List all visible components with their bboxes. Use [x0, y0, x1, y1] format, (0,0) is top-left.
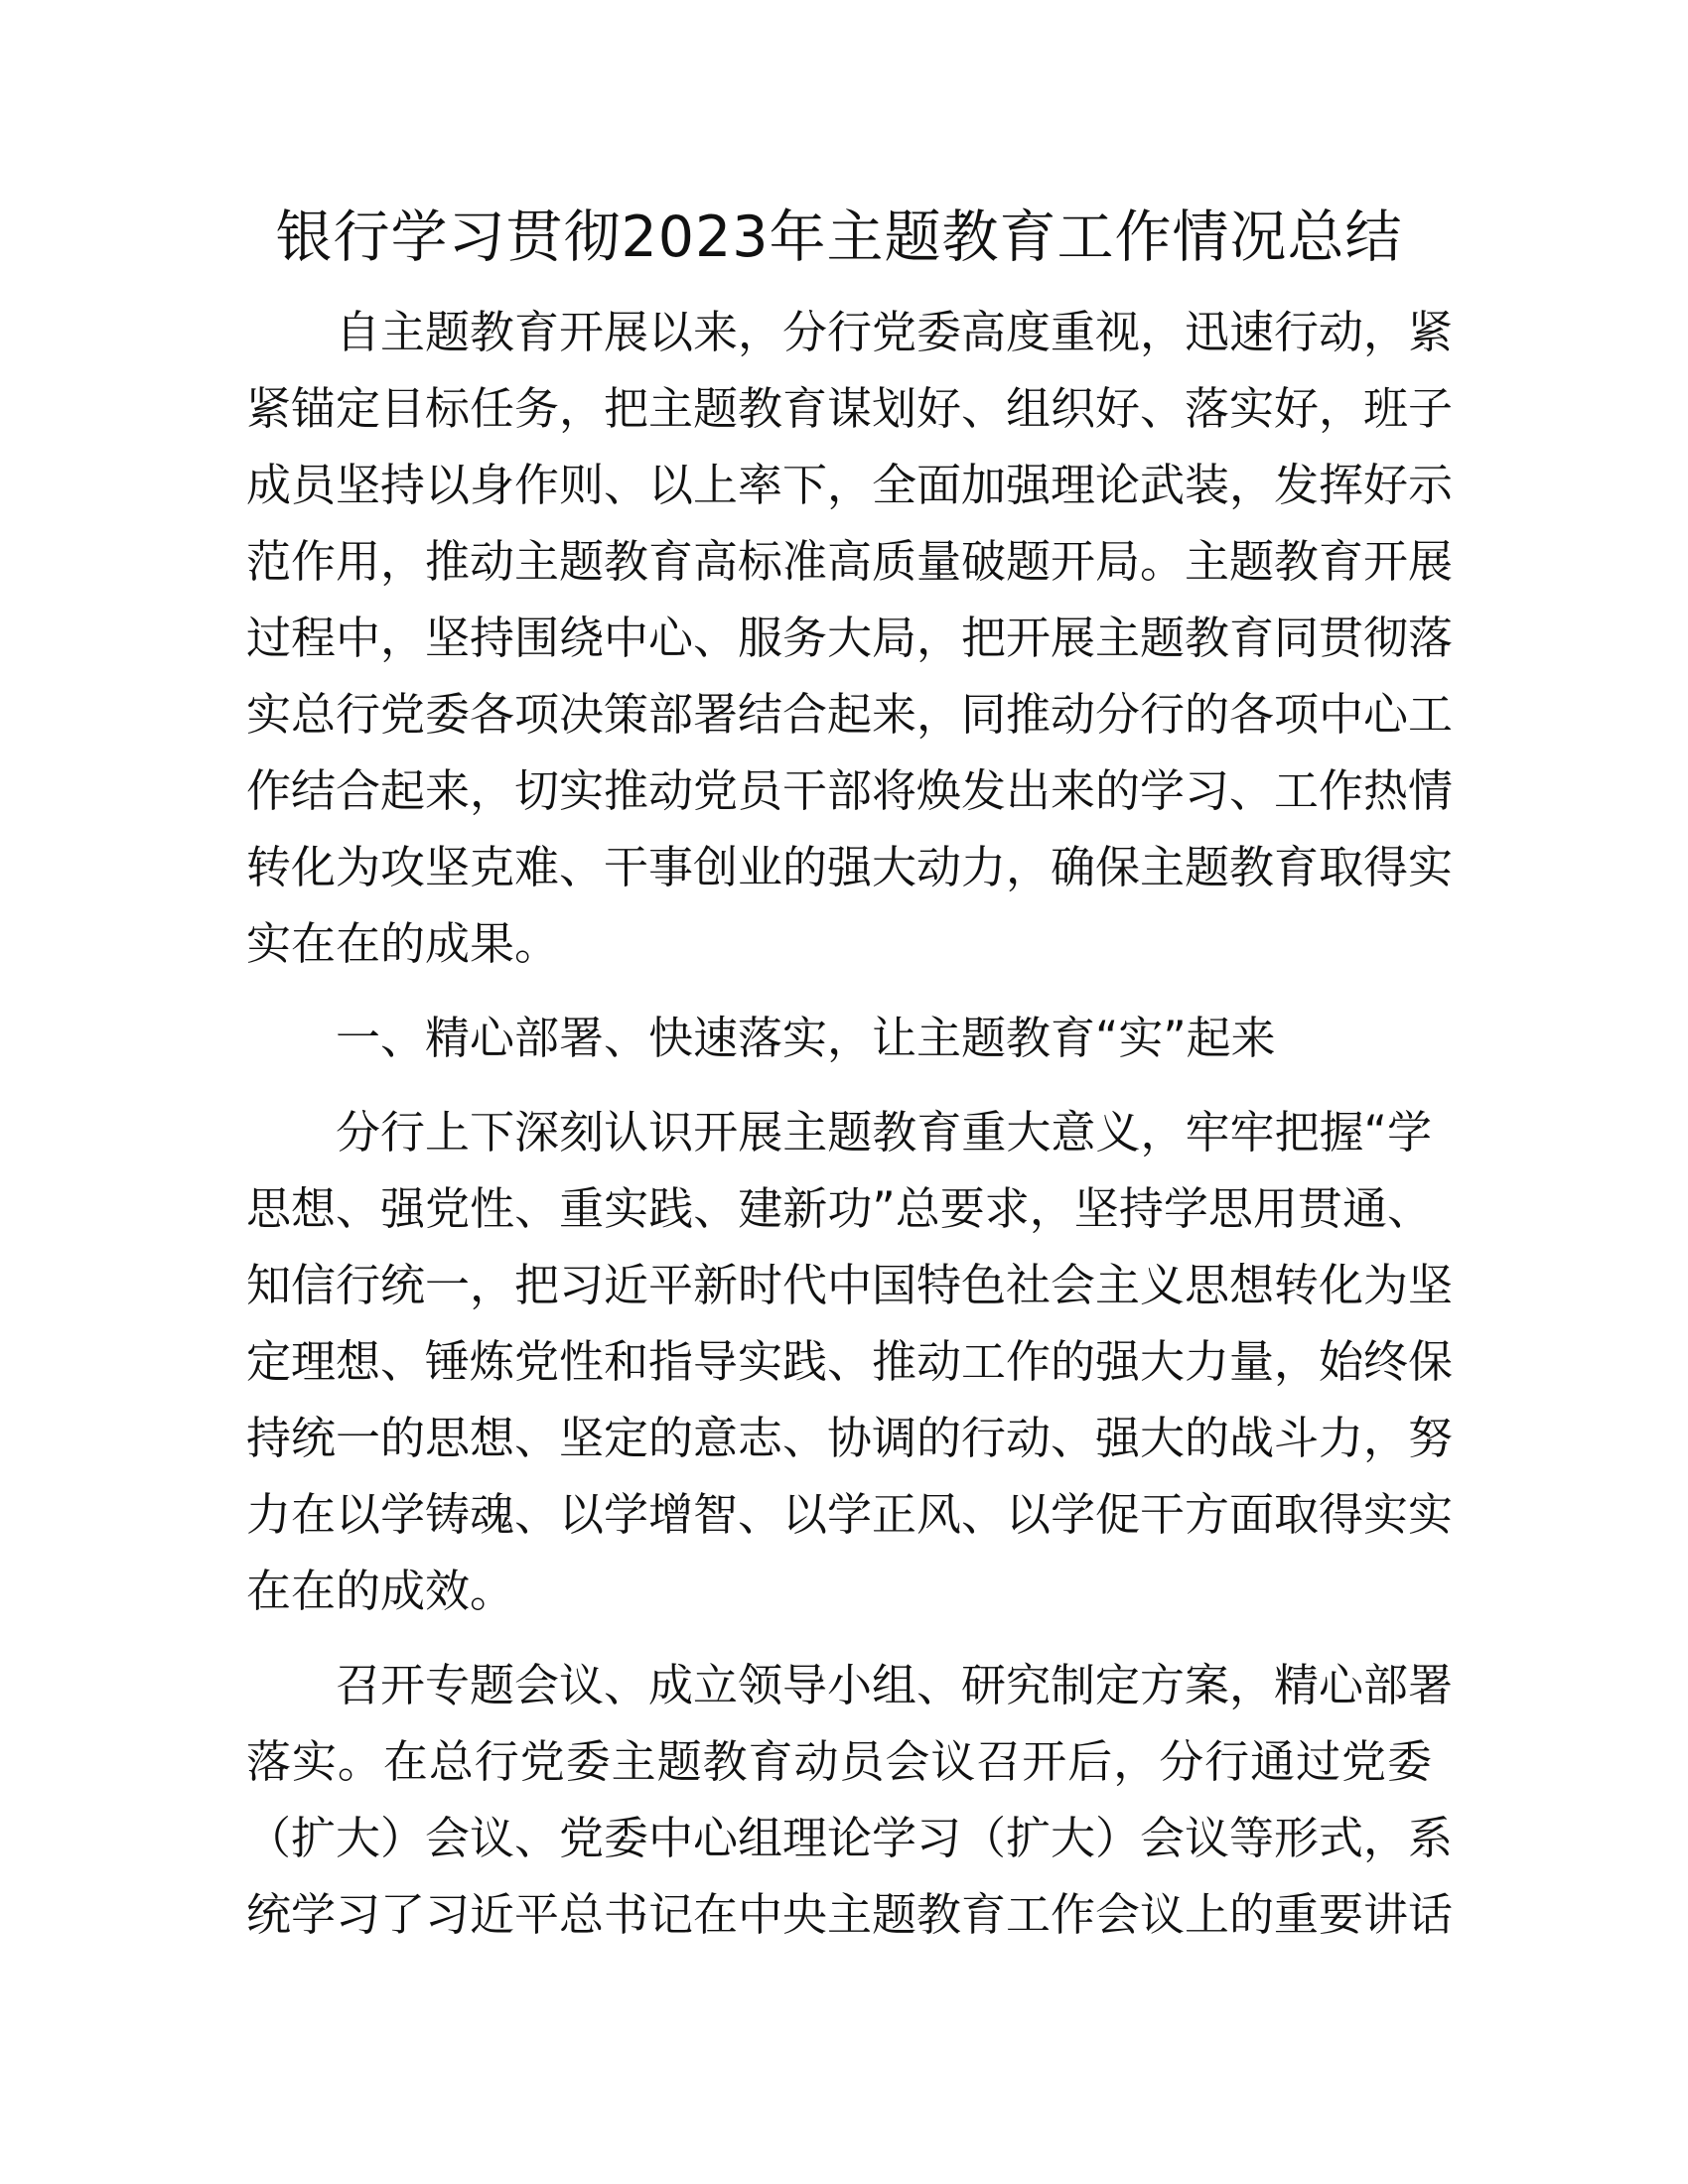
document-title: 银行学习贯彻2023年主题教育工作情况总结	[275, 205, 1403, 270]
paragraph-intro	[246, 294, 1454, 982]
heading-line: 一、精心部署、快速落实，让主题教育“实”起来	[336, 1012, 1276, 1064]
section-heading-1	[246, 1000, 1432, 1076]
text-line: 范作用，推动主题教育高标准高质量破题开局。主题教育开展	[246, 535, 1454, 588]
document-body	[246, 195, 1454, 1953]
text-line: 持统一的思想、坚定的意志、协调的行动、强大的战斗力，努	[246, 1412, 1454, 1464]
text-line: 分行上下深刻认识开展主题教育重大意义，牢牢把握“学	[336, 1106, 1432, 1159]
text-line: 知信行统一，把习近平新时代中国特色社会主义思想转化为坚	[246, 1259, 1454, 1311]
text-line: 在在的成效。	[246, 1565, 515, 1617]
text-line: 实总行党委各项决策部署结合起来，同推动分行的各项中心工	[246, 688, 1454, 741]
text-line: 定理想、锤炼党性和指导实践、推动工作的强大力量，始终保	[246, 1335, 1454, 1388]
text-line: 成员坚持以身作则、以上率下，全面加强理论武装，发挥好示	[246, 459, 1454, 511]
text-line: 过程中，坚持围绕中心、服务大局，把开展主题教育同贯彻落	[246, 612, 1454, 664]
text-line: 自主题教育开展以来，分行党委高度重视，迅速行动，紧	[336, 306, 1454, 358]
text-line: 转化为攻坚克难、干事创业的强大动力，确保主题教育取得实	[246, 841, 1454, 893]
paragraph-section-1-b	[246, 1647, 1454, 1953]
paragraph-section-1-a	[246, 1094, 1454, 1629]
text-line: 紧锚定目标任务，把主题教育谋划好、组织好、落实好，班子	[246, 382, 1454, 435]
text-line: 作结合起来，切实推动党员干部将焕发出来的学习、工作热情	[246, 764, 1454, 817]
text-line: 统学习了习近平总书记在中央主题教育工作会议上的重要讲话	[246, 1888, 1454, 1941]
text-line: 召开专题会议、成立领导小组、研究制定方案，精心部署	[336, 1659, 1454, 1711]
text-line: 实在在的成果。	[246, 917, 560, 970]
text-line: （扩大）会议、党委中心组理论学习（扩大）会议等形式，系	[246, 1812, 1454, 1864]
text-line: 落实。在总行党委主题教育动员会议召开后，分行通过党委	[246, 1735, 1432, 1788]
text-line: 力在以学铸魂、以学增智、以学正风、以学促干方面取得实实	[246, 1488, 1454, 1541]
text-line: 思想、强党性、重实践、建新功”总要求，坚持学思用贯通、	[246, 1182, 1432, 1235]
